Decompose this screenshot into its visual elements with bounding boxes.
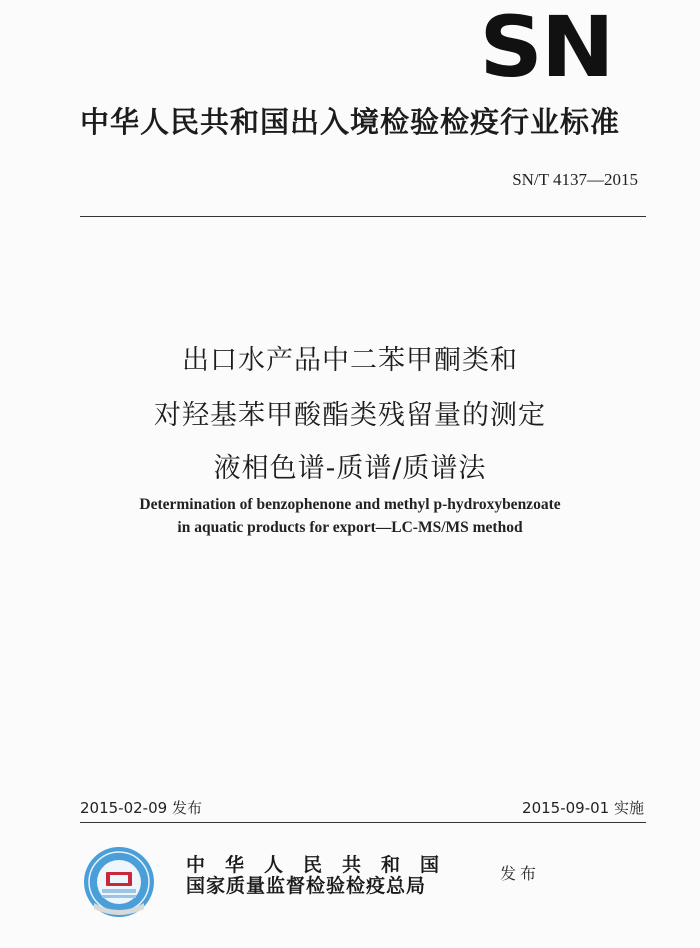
implementation-date: 2015-09-01 实施	[522, 799, 644, 817]
standard-number: SN/T 4137—2015	[512, 170, 638, 189]
industry-standard-title: 中华人民共和国出入境检验检疫行业标准	[79, 105, 620, 139]
sn-logo: SN	[479, 0, 613, 96]
chinese-title-line-2: 对羟基苯甲酸酯类残留量的测定	[154, 400, 546, 431]
english-title-line-2: in aquatic products for export—LC-MS/MS method	[177, 519, 523, 536]
anti-counterfeit-seal-icon	[82, 845, 156, 919]
english-title-line-1: Determination of benzophenone and methyl p-hydroxybenzoate	[139, 496, 561, 513]
issue-label: 发布	[500, 864, 541, 883]
chinese-title-line-1: 出口水产品中二苯甲酮类和	[182, 345, 518, 376]
top-divider	[80, 216, 646, 217]
publisher-agency: 国家质量监督检验检疫总局	[186, 875, 427, 897]
chinese-title-line-3: 液相色谱-质谱/质谱法	[213, 453, 487, 484]
issue-date: 2015-02-09 发布	[80, 799, 202, 817]
publisher-country: 中华人民共和国	[186, 854, 460, 876]
bottom-divider	[80, 822, 646, 823]
